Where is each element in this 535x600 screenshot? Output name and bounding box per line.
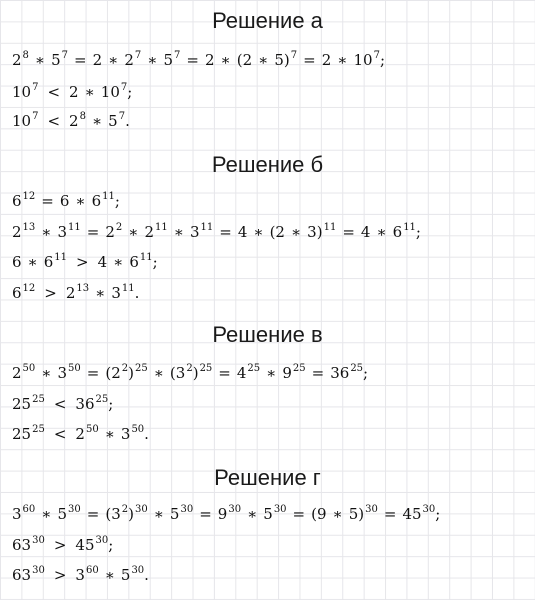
- section-b-line-3: 6 ∗ $6^{11} > 4$ ∗ $6^{11}$;: [12, 252, 158, 271]
- section-b-line-2: $2^{13}$ ∗ $3^{11} = 2^2$ ∗ $2^{11}$ ∗ $3^{11} = 4$ ∗ (2 ∗ 3)$^{11}$ = 4 ∗ $6^{11}$;: [12, 222, 421, 241]
- section-v-line-2: $25^{25} < 36^{25}$;: [12, 394, 114, 413]
- section-b-line-4: $6^{12} > 2^{13}$ ∗ $3^{11}$.: [12, 283, 140, 302]
- section-a-title: Решение а: [212, 8, 323, 33]
- section-a-line-3: $10^7 < 2^8$ ∗ $5^7$.: [12, 111, 130, 130]
- section-a-line-2: $10^7 < 2$ ∗ $10^7$;: [12, 82, 133, 101]
- section-v-title: Решение в: [212, 322, 323, 347]
- section-b-line-1: $6^{12} = 6$ ∗ $6^{11}$;: [12, 191, 120, 210]
- section-b-title: Решение б: [211, 152, 324, 177]
- section-g-line-1: $3^{60}$ ∗ $5^{30} = (3^2)^{30}$ ∗ $5^{30} = 9^{30}$ ∗ $5^{30} = (9$ ∗ $5)^{30} = 45^{30}$;: [12, 504, 441, 523]
- section-a-line-1: $2^8$ ∗ $5^7 = 2$ ∗ $2^7$ ∗ $5^7 = 2$ ∗ (2 ∗ 5)$^7$ = 2 ∗ $10^7$;: [12, 50, 385, 69]
- section-v-line-1: $2^{50}$ ∗ $3^{50} = (2^2)^{25}$ ∗ $(3^2)^{25} = 4^{25}$ ∗ $9^{25} = 36^{25}$;: [12, 363, 369, 382]
- section-g-line-3: $63^{30} > 3^{60}$ ∗ $5^{30}$.: [12, 565, 149, 584]
- section-g-line-2: $63^{30} > 45^{30}$;: [12, 535, 114, 554]
- section-g-title: Решение г: [214, 465, 321, 490]
- section-v-line-3: $25^{25} < 2^{50}$ ∗ $3^{50}$.: [12, 424, 149, 443]
